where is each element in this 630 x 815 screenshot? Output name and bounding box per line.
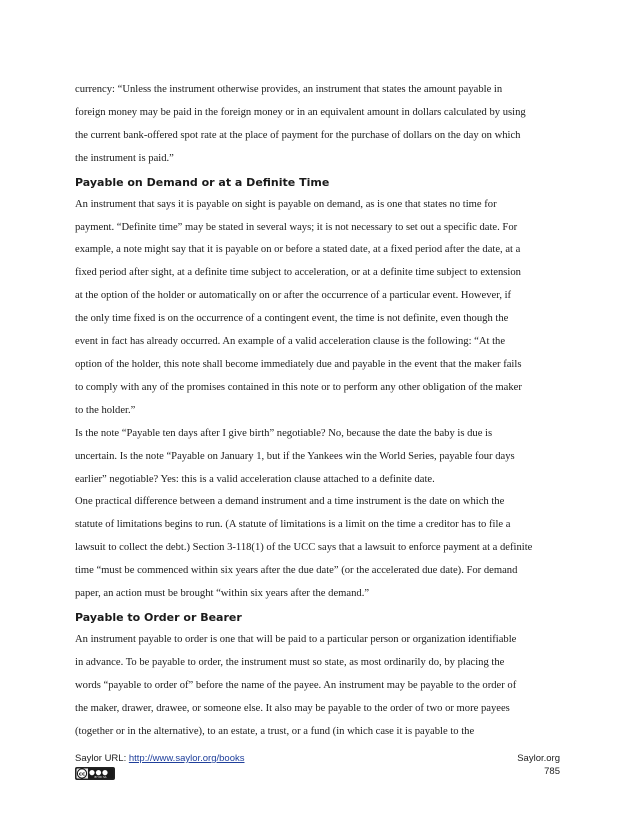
paragraph-line: to the holder.” — [75, 404, 136, 416]
footer-url-label: Saylor URL: — [75, 753, 129, 764]
paragraph-line: payment. “Definite time” may be stated in several ways; it is not necessary to set out a specific date. For — [75, 221, 518, 233]
paragraph-line: in advance. To be payable to order, the instrument must so state, as most ordinarily do, by placing the — [75, 656, 505, 668]
paragraph — [75, 79, 560, 171]
paragraph-line: the maker, drawer, drawee, or someone else. It also may be payable to the order of two or more payees — [75, 702, 510, 714]
footer-source — [75, 752, 245, 765]
paragraph-line: Is the note “Payable ten days after I give birth” negotiable? No, because the date the baby is due is — [75, 427, 493, 439]
footer-site-info — [517, 752, 560, 778]
paragraph-line: One practical difference between a demand instrument and a time instrument is the date on which the — [75, 496, 505, 508]
creative-commons-license-icon — [75, 767, 115, 780]
paragraph-line: the only time fixed is on the occurrence of a contingent event, the time is not definite, even though the — [75, 313, 509, 325]
document-body — [75, 79, 560, 743]
section-heading: Payable to Order or Bearer — [75, 610, 242, 624]
paragraph-line: foreign money may be paid in the foreign money or in an equivalent amount in dollars calculated by using — [75, 106, 526, 118]
page-footer — [75, 752, 560, 786]
paragraph — [75, 194, 560, 423]
paragraph-line: time “must be commenced within six years after the due date” (or the accelerated due date). For demand — [75, 565, 518, 577]
paragraph-line: the instrument is paid.” — [75, 152, 174, 164]
paragraph-line: option of the holder, this note shall become immediately due and payable in the event that the maker fails — [75, 358, 522, 370]
cc-badge-icons: BY NC SA — [94, 776, 107, 779]
paragraph-line: event in fact has already occurred. An example of a valid acceleration clause is the following: “At the — [75, 336, 506, 348]
paragraph — [75, 629, 560, 744]
paragraph-line: statute of limitations begins to run. (A statute of limitations is a limit on the time a creditor has to file a — [75, 519, 511, 531]
paragraph-line: lawsuit to collect the debt.) Section 3-118(1) of the UCC says that a lawsuit to enforce payment at a definite — [75, 542, 533, 554]
paragraph-line: (together or in the alternative), to an estate, a trust, or a fund (in which case it is payable to the — [75, 725, 475, 737]
paragraph-line: words “payable to order of” before the name of the payee. An instrument may be payable to the order of — [75, 679, 517, 691]
paragraph-line: An instrument that says it is payable on sight is payable on demand, as is one that states no time for — [75, 198, 497, 210]
paragraph-line: uncertain. Is the note “Payable on January 1, but if the Yankees win the World Series, payable four days — [75, 450, 515, 462]
paragraph-line: at the option of the holder or automatically on or after the occurrence of a particular event. However, if — [75, 290, 512, 302]
page-number: 785 — [544, 766, 560, 777]
paragraph — [75, 491, 560, 606]
paragraph-line: An instrument payable to order is one that will be paid to a particular person or organization identifiable — [75, 633, 517, 645]
paragraph — [75, 423, 560, 492]
section-heading: Payable on Demand or at a Definite Time — [75, 175, 330, 189]
paragraph-line: the current bank-offered spot rate at the place of payment for the purchase of dollars on the day on which — [75, 129, 521, 141]
paragraph-line: earlier” negotiable? Yes: this is a valid acceleration clause attached to a definite date. — [75, 473, 435, 485]
paragraph-line: fixed period after sight, at a definite time subject to acceleration, or at a definite time subject to extension — [75, 267, 521, 279]
paragraph-line: currency: “Unless the instrument otherwise provides, an instrument that states the amount payable in — [75, 84, 503, 95]
paragraph-line: example, a note might say that it is payable on or before a stated date, at a fixed period after the date, at a — [75, 244, 521, 256]
paragraph-line: to comply with any of the promises contained in this note or to perform any other obligation of the maker — [75, 381, 522, 393]
cc-badge-text: cc — [78, 771, 86, 778]
footer-site-name: Saylor.org — [517, 753, 560, 764]
footer-url-link[interactable]: http://www.saylor.org/books — [128, 753, 245, 764]
paragraph-line: paper, an action must be brought “within six years after the demand.” — [75, 588, 370, 600]
